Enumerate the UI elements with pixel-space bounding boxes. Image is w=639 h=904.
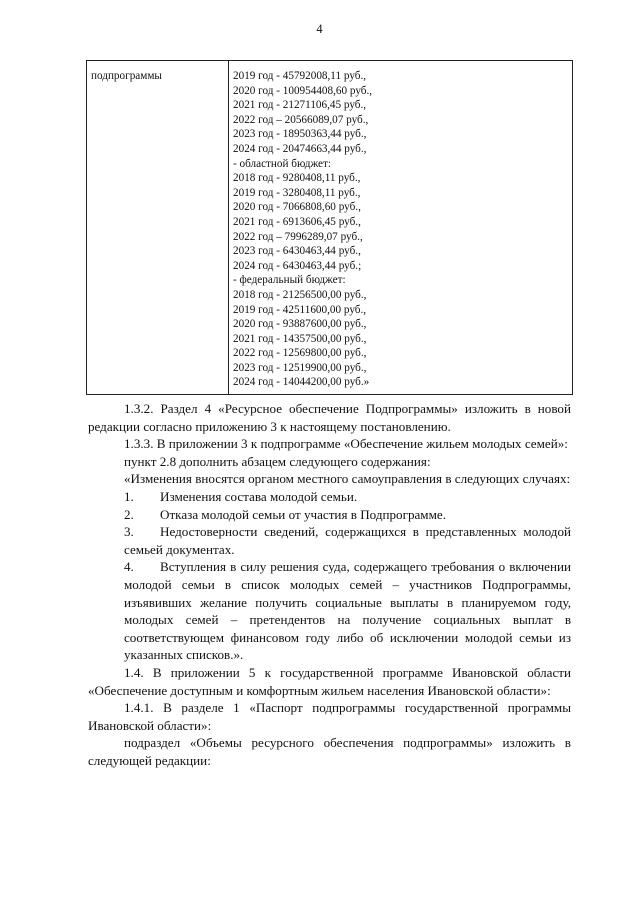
table-line: 2018 год - 21256500,00 руб., [233, 288, 367, 301]
table-label-cell: подпрограммы [87, 61, 229, 395]
table-line: 2020 год - 93887600,00 руб., [233, 318, 367, 331]
paragraph-1-4: 1.4. В приложении 5 к государственной программе Ивановской области «Обеспечение доступным и комфортным жильем населения Ивановской области»: [88, 664, 571, 698]
table-line: 2024 год - 6430463,44 руб.; [233, 259, 362, 272]
list-item-number: 1. [124, 488, 134, 504]
list-item-text: Вступления в силу решения суда, содержащего требования о включении молодой семьи в список молодых семей – участников Подпрограммы, изъявивших желание получить социальные выплаты в планируемом году, молодых семей – претендентов на получение социальных выплат в соответствующем финансовом году либо об исключении молодой семьи из указанных списков.». [124, 559, 571, 663]
list-item [88, 488, 571, 506]
list-item-text: Недостоверности сведений, содержащихся в представленных молодой семьей документах. [124, 524, 571, 557]
paragraph-punkt: пункт 2.8 дополнить абзацем следующего содержания: [124, 453, 431, 469]
table-line: 2023 год - 18950363,44 руб., [233, 128, 367, 141]
table-line: 2023 год - 12519900,00 руб., [233, 361, 367, 374]
table-line: 2021 год - 14357500,00 руб., [233, 332, 367, 345]
table-line: - федеральный бюджет: [233, 274, 346, 287]
list-item [88, 506, 571, 524]
list-item [88, 558, 571, 664]
table-line: 2019 год - 45792008,11 руб., [233, 70, 367, 82]
table-line: 2021 год - 21271106,45 руб., [233, 99, 367, 112]
table-line: 2022 год - 12569800,00 руб., [233, 347, 367, 360]
table-line: 2024 год - 14044200,00 руб.» [233, 376, 370, 389]
table-line: 2019 год - 42511600,00 руб., [233, 303, 367, 316]
table-line: 2024 год - 20474663,44 руб., [233, 142, 367, 155]
paragraph-1-4-1: 1.4.1. В разделе 1 «Паспорт подпрограммы государственной программы Ивановской области»: [88, 700, 571, 733]
paragraph-1-3-2: 1.3.2. Раздел 4 «Ресурсное обеспечение Подпрограммы» изложить в новой редакции согласно приложению 3 к настоящему постановлению. [88, 401, 571, 434]
table-line: - областной бюджет: [233, 157, 332, 170]
table-row [87, 61, 573, 395]
table-line: 2022 год – 7996289,07 руб., [233, 230, 363, 243]
table-line: 2018 год - 9280408,11 руб., [233, 172, 361, 185]
list-item-number: 4. [124, 559, 134, 575]
paragraph-1-3-3: 1.3.3. В приложении 3 к подпрограмме «Обеспечение жильем молодых семей»: [124, 436, 568, 452]
table-values-cell [229, 61, 573, 395]
list-item-number: 3. [124, 524, 134, 540]
paragraph-podrazdel: подраздел «Объемы ресурсного обеспечения подпрограммы» изложить в следующей редакции: [88, 735, 571, 768]
paragraph-quote: «Изменения вносятся органом местного самоуправления в следующих случаях: [124, 471, 571, 487]
table-line: 2020 год - 100954408,60 руб., [233, 84, 373, 97]
list-item-text: Отказа молодой семьи от участия в Подпрограмме. [160, 506, 446, 522]
funding-table [86, 60, 573, 395]
table-line: 2022 год – 20566089,07 руб., [233, 113, 369, 126]
document-body [88, 400, 571, 769]
table-line: 2021 год - 6913606,45 руб., [233, 215, 361, 228]
list-item [88, 523, 571, 558]
list-item-text: Изменения состава молодой семьи. [160, 488, 358, 504]
list-item-number: 2. [124, 506, 134, 522]
page-number: 4 [316, 22, 323, 36]
table-line: 2020 год - 7066808,60 руб., [233, 201, 361, 214]
table-line: 2019 год - 3280408,11 руб., [233, 186, 361, 199]
table-line: 2023 год - 6430463,44 руб., [233, 245, 361, 258]
